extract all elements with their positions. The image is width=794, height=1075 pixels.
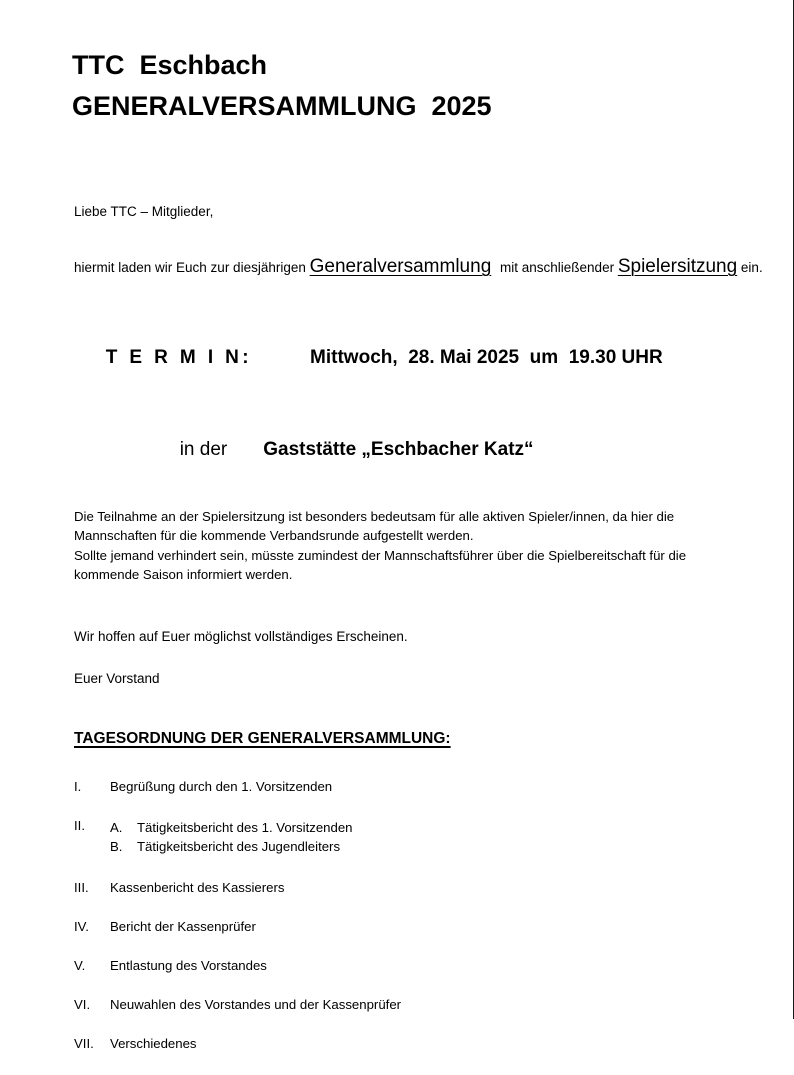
agenda-subitem: [110, 818, 764, 837]
closing-hope-text: Wir hoffen auf Euer möglichst vollständiges Erscheinen.: [74, 628, 408, 644]
agenda-subitem-letter: B.: [110, 838, 123, 854]
venue-prefix: in der: [179, 438, 228, 460]
agenda-subitem-list: [110, 818, 764, 856]
agenda-item-label: Begrüßung durch den 1. Vorsitzenden: [110, 778, 333, 794]
agenda-item: [74, 818, 764, 856]
agenda-item-numeral: I.: [74, 778, 82, 794]
invitation-text-part-3: ein.: [737, 259, 763, 275]
salutation-text: Liebe TTC – Mitglieder,: [74, 204, 214, 219]
body-paragraph-line-2: Sollte jemand verhindert sein, müsste zumindest der Mannschaftsführer über die Spielbereitschaft für die kommende Saison informiert werden.: [74, 547, 687, 583]
agenda-item: [74, 1036, 764, 1051]
agenda-item-label: Verschiedenes: [110, 1035, 197, 1051]
club-name-heading: TTC Eschbach: [72, 50, 268, 80]
event-title-heading: GENERALVERSAMMLUNG 2025: [72, 91, 492, 121]
agenda-subitem-label: Tätigkeitsbericht des 1. Vorsitzenden: [137, 819, 353, 835]
agenda-item: [74, 958, 764, 973]
agenda-heading: TAGESORDNUNG DER GENERALVERSAMMLUNG:: [74, 729, 451, 747]
document-content: [74, 0, 764, 1075]
appointment-value: Mittwoch, 28. Mai 2025 um 19.30 UHR: [310, 346, 663, 368]
agenda-item: [74, 997, 764, 1012]
agenda-item-numeral: VI.: [74, 996, 91, 1012]
agenda-item-label: Bericht der Kassenprüfer: [110, 918, 256, 934]
body-paragraph-line-1: Die Teilnahme an der Spielersitzung ist besonders bedeutsam für alle aktiven Spieler/innen, da hier die Mannschaften für die kommende Verbandsrunde aufgestellt werden.: [74, 508, 675, 544]
agenda-item-numeral: IV.: [74, 918, 89, 934]
agenda-item-numeral: V.: [74, 957, 86, 973]
appointment-label: T E R M I N:: [105, 346, 253, 368]
invitation-text-part-1: hiermit laden wir Euch zur diesjährigen: [74, 259, 310, 275]
agenda-subitem-letter: A.: [110, 819, 123, 835]
closing-signature: Euer Vorstand: [74, 670, 160, 686]
agenda-item-label: Entlastung des Vorstandes: [110, 957, 267, 973]
body-paragraph: [74, 507, 750, 585]
agenda-item-numeral: II.: [74, 817, 85, 833]
venue-name: Gaststätte „Eschbacher Katz“: [263, 438, 534, 460]
appointment-row: [74, 325, 764, 391]
agenda-item-numeral: VII.: [74, 1035, 94, 1051]
agenda-subitem-label: Tätigkeitsbericht des Jugendleiters: [137, 838, 341, 854]
agenda-item: [74, 919, 764, 934]
agenda-item: [74, 779, 764, 794]
invitation-text-part-2: mit anschließender: [496, 259, 618, 275]
agenda-list: [74, 779, 764, 1051]
invitation-emphasis-spielersitzung: Spielersitzung: [617, 255, 738, 277]
agenda-subitem: [110, 837, 764, 856]
document-title-block: [74, 0, 764, 120]
agenda-item-numeral: III.: [74, 879, 89, 895]
venue-row: [148, 417, 764, 483]
invitation-paragraph: [74, 248, 764, 285]
agenda-item: [74, 880, 764, 895]
agenda-item-label: Neuwahlen des Vorstandes und der Kassenprüfer: [110, 996, 402, 1012]
invitation-emphasis-generalversammlung: Generalversammlung: [309, 255, 492, 277]
agenda-item-label: Kassenbericht des Kassierers: [110, 879, 285, 895]
